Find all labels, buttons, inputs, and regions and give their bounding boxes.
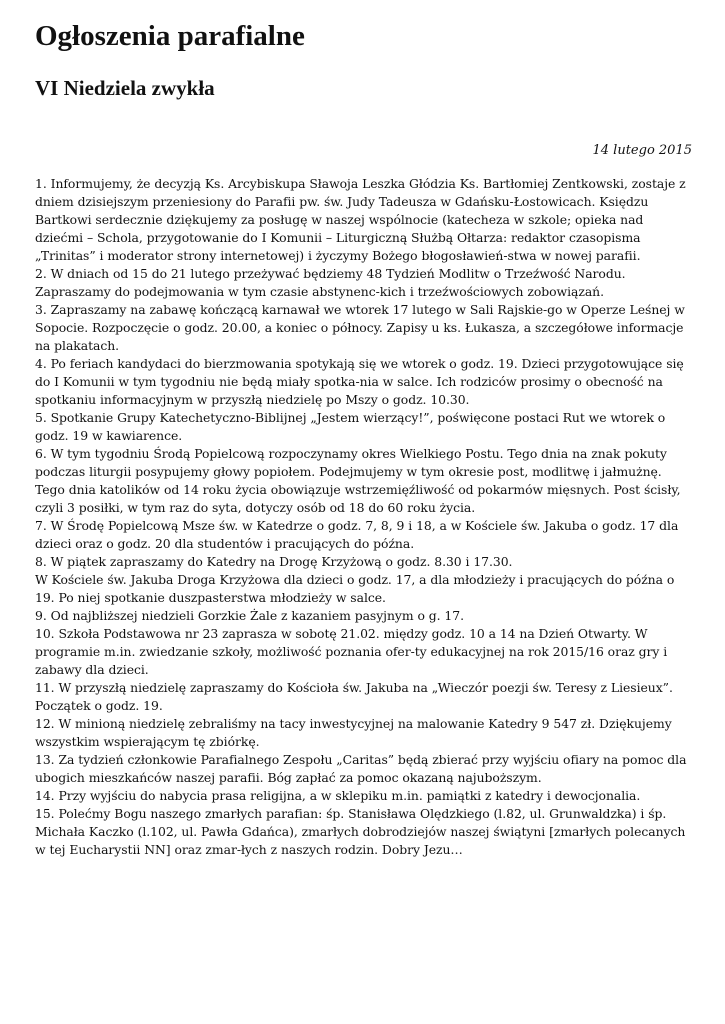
- announcement-paragraph: W Kościele św. Jakuba Droga Krzyżowa dla dzieci o godz. 17, a dla młodzieży i pracujących do późna o 19. Po niej spotkanie duszpasterstwa młodzieży w salce.: [35, 572, 675, 605]
- announcement-paragraph: 7. W Środę Popielcową Msze św. w Katedrze o godz. 7, 8, 9 i 18, a w Kościele św. Jakuba o godz. 17 dla dzieci oraz o godz. 20 dla studentów i pracujących do późna.: [35, 518, 679, 551]
- announcement-paragraph: 13. Za tydzień członkowie Parafialnego Zespołu „Caritas” będą zbierać przy wyjściu ofiary na pomoc dla ubogich mieszkańców naszej parafii. Bóg zapłać za pomoc okazaną najuboższym.: [35, 752, 687, 785]
- page-subtitle: VI Niedziela zwykła: [35, 76, 215, 100]
- page-title: Ogłoszenia parafialne: [35, 20, 305, 52]
- document-page: [35, 16, 692, 857]
- announcement-paragraph: 12. W minioną niedzielę zebraliśmy na tacy inwestycyjnej na malowanie Katedry 9 547 zł. Dziękujemy wszystkim wspierającym tę zbiórkę.: [35, 716, 672, 749]
- announcement-paragraph: 1. Informujemy, że decyzją Ks. Arcybiskupa Sławoja Leszka Głódzia Ks. Bartłomiej Zentkowski, zostaje z dniem dzisiejszym przeniesiony do Parafii pw. św. Judy Tadeusza w Gdańsku-Łostowicach. Księdzu Bartkowi serdecznie dziękujemy za posługę w naszej wspólnocie (katecheza w szkole; opieka nad dziećmi – Schola, przygotowanie do I Komunii – Liturgiczną Służbą Ołtarza: redaktor czasopisma „Trinitas” i moderator strony internetowej) i życzymy Bożego błogosławień-stwa w nowej parafii.: [35, 176, 686, 263]
- announcement-paragraph: 6. W tym tygodniu Środą Popielcową rozpoczynamy okres Wielkiego Postu. Tego dnia na znak pokuty podczas liturgii posypujemy głowy popiołem. Podejmujemy w tym okresie post, modlitwę i jałmużnę. Tego dnia katolików od 14 roku życia obowiązuje wstrzemięźliwość od pokarmów mięsnych. Post ścisły, czyli 3 posiłki, w tym raz do syta, dotyczy osób od 18 do 60 roku życia.: [35, 446, 681, 515]
- announcement-paragraph: 3. Zapraszamy na zabawę kończącą karnawał we wtorek 17 lutego w Sali Rajskie-go w Operze Leśnej w Sopocie. Rozpoczęcie o godz. 20.00, a koniec o północy. Zapisy u ks. Łukasza, a szczegółowe informacje na plakatach.: [35, 302, 685, 353]
- announcement-paragraph: 2. W dniach od 15 do 21 lutego przeżywać będziemy 48 Tydzień Modlitw o Trzeźwość Narodu. Zapraszamy do podejmowania w tym czasie abstynenc-kich i trzeźwościowych zobowiązań.: [35, 266, 626, 299]
- announcement-paragraph: 14. Przy wyjściu do nabycia prasa religijna, a w sklepiku m.in. pamiątki z katedry i dewocjonalia.: [35, 788, 641, 803]
- announcement-paragraph: 9. Od najbliższej niedzieli Gorzkie Żale z kazaniem pasyjnym o g. 17.: [35, 608, 464, 623]
- announcements-body: [35, 175, 692, 859]
- announcement-paragraph: 11. W przyszłą niedzielę zapraszamy do Kościoła św. Jakuba na „Wieczór poezji św. Teresy z Liesieux”. Początek o godz. 19.: [35, 680, 673, 713]
- announcement-date: 14 lutego 2015: [592, 143, 692, 158]
- announcement-paragraph: 4. Po feriach kandydaci do bierzmowania spotykają się we wtorek o godz. 19. Dzieci przygotowujące się do I Komunii w tym tygodniu nie będą miały spotka-nia w salce. Ich rodziców prosimy o obecność na spotkaniu informacyjnym w przyszłą niedzielę po Mszy o godz. 10.30.: [35, 356, 684, 407]
- announcement-paragraph: 5. Spotkanie Grupy Katechetyczno-Biblijnej „Jestem wierzący!”, poświęcone postaci Rut we wtorek o godz. 19 w kawiarence.: [35, 410, 666, 443]
- announcement-paragraph: 15. Polećmy Bogu naszego zmarłych parafian: śp. Stanisława Olędzkiego (l.82, ul. Grunwaldzka) i śp. Michała Kaczko (l.102, ul. Pawła Gdańca), zmarłych dobrodziejów naszej świątyni [zmarłych polecanych w tej Eucharystii NN] oraz zmar-łych z naszych rodzin. Dobry Jezu…: [35, 806, 686, 857]
- announcement-paragraph: 8. W piątek zapraszamy do Katedry na Drogę Krzyżową o godz. 8.30 i 17.30.: [35, 554, 513, 569]
- announcement-paragraph: 10. Szkoła Podstawowa nr 23 zaprasza w sobotę 21.02. między godz. 10 a 14 na Dzień Otwarty. W programie m.in. zwiedzanie szkoły, możliwość poznania ofer-ty edukacyjnej na rok 2015/16 oraz gry i zabawy dla dzieci.: [35, 626, 668, 677]
